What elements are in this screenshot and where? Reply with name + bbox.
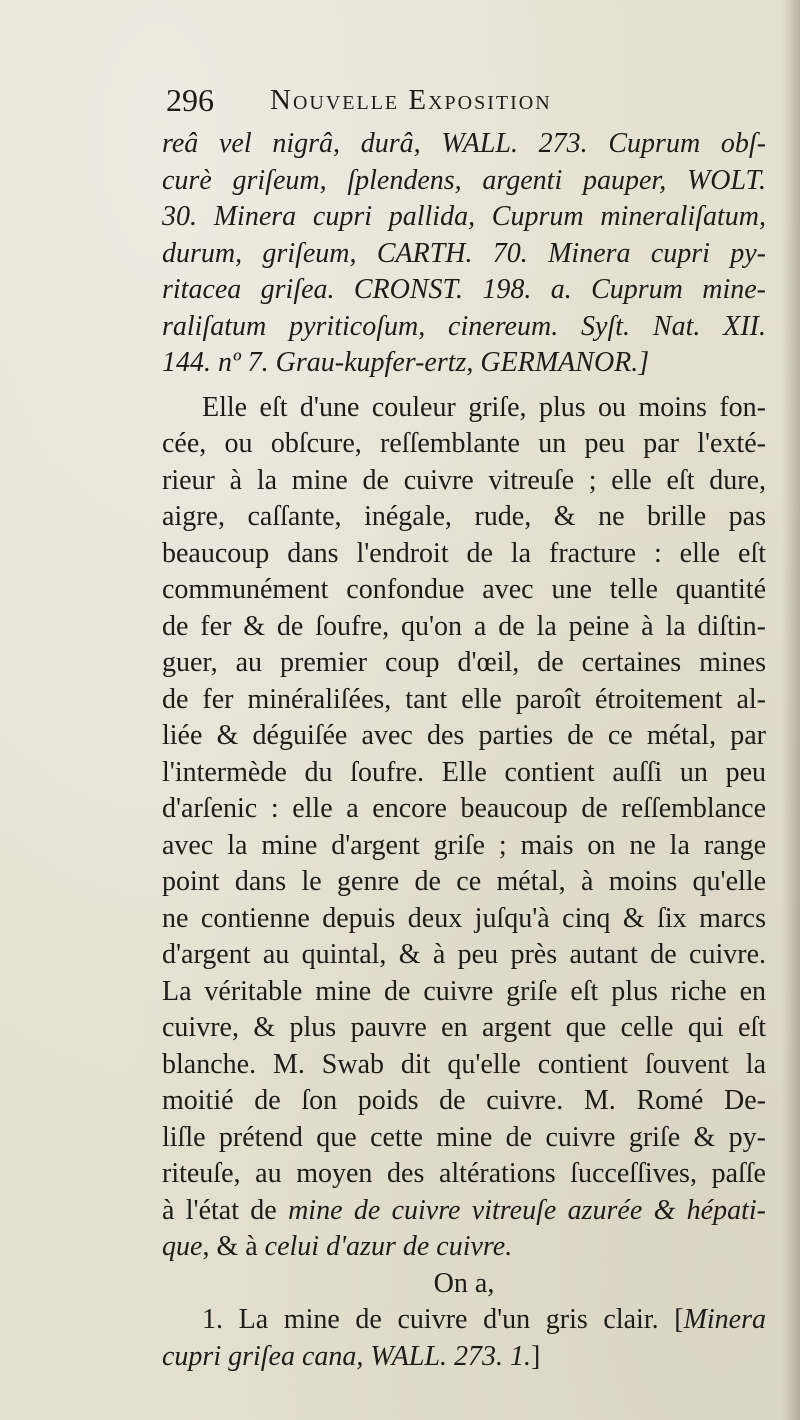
paragraph-line: guer, au premier coup d'œil, de certaines mines [162,647,766,678]
paragraph-line: cuivre, & plus pauvre en argent que celle qui eſt [162,1012,766,1043]
synonymy-line: 144. nº 7. Grau-kupfer-ertz, GERMANOR.] [162,347,650,378]
list-item-text: 1. La mine de cuivre d'un gris clair. [ [202,1304,684,1335]
paragraph-italic-text: que [162,1231,203,1262]
paragraph-text: , & à [202,1231,265,1262]
list-item-line [162,1339,766,1376]
synonymy-line: durum, griſeum, CARTH. 70. Minera cupri py- [162,237,766,269]
paragraph [162,390,766,1266]
running-head: Nouvelle Exposition [270,84,552,116]
paragraph-line [162,1229,766,1266]
paragraph-line: d'arſenic : elle a encore beaucoup de reſſemblance [162,793,766,824]
list-item-italic-text: Minera [683,1304,766,1335]
paragraph-line: cée, ou obſcure, reſſemblante un peu par l'exté- [162,428,766,459]
paragraph-line: aigre, caſſante, inégale, rude, & ne brille pas [162,501,766,532]
list-item-text: ] [531,1340,541,1372]
paragraph-line: l'intermède du ſoufre. Elle contient auſſi un peu [162,756,766,788]
paragraph-line: Elle eſt d'une couleur griſe, plus ou moins fon- [202,391,766,423]
list-item-line [162,1302,766,1339]
page-body [162,126,766,1375]
page-header [166,80,766,120]
paragraph-line: beaucoup dans l'endroit de la fracture : elle eſt [162,537,766,569]
paragraph-line: liſle prétend que cette mine de cuivre griſe & py- [162,1121,766,1153]
synonymy-line: raliſatum pyriticoſum, cinereum. Syſt. Nat. XII. [162,310,766,342]
paragraph-line: communément confondue avec une telle quantité [162,574,766,605]
page-number: 296 [166,82,214,118]
synonymy-line: 30. Minera cupri pallida, Cuprum mineraliſatum, [162,201,766,232]
paragraph-line: blanche. M. Swab dit qu'elle contient ſouvent la [162,1048,766,1080]
paragraph-line: d'argent au quintal, & à peu près autant de cuivre. [162,939,766,970]
page-edge-shadow [782,0,800,1420]
paragraph-line: avec la mine d'argent griſe ; mais on ne la range [162,829,766,861]
paragraph-text: à l'état de [162,1194,289,1226]
list-item-italic-text: cupri griſea cana, WALL. 273. 1. [162,1340,532,1372]
paragraph-line [162,1193,766,1230]
paragraph-line: moitié de ſon poids de cuivre. M. Romé De- [162,1085,766,1116]
paragraph-line: point dans le genre de ce métal, à moins qu'elle [162,866,766,897]
synonymy-line: curè griſeum, ſplendens, argenti pauper, WOLT. [162,164,766,196]
paragraph-line: ne contienne depuis deux juſqu'à cinq & ſix marcs [162,902,766,934]
list-item [162,1302,766,1375]
paragraph-line: riteuſe, au moyen des altérations ſucceſſives, paſſe [162,1158,766,1189]
synonymy-block [162,126,766,382]
paragraph-line: liée & déguiſée avec des parties de ce métal, par [162,720,766,751]
paragraph-line: La véritable mine de cuivre griſe eſt plus riche en [162,975,766,1007]
synonymy-line: reâ vel nigrâ, durâ, WALL. 273. Cuprum obſ- [162,128,766,159]
paragraph-italic-text: celui d'azur de cuivre. [264,1231,513,1262]
paragraph-line: de fer minéraliſées, tant elle paroît étroitement al- [162,683,766,715]
section-heading: On a, [433,1267,495,1299]
paragraph-line: rieur à la mine de cuivre vitreuſe ; elle eſt dure, [162,464,766,496]
paragraph-italic-text: mine de cuivre vitreuſe azurée & hépati- [288,1194,766,1226]
synonymy-line: ritacea griſea. CRONST. 198. a. Cuprum mine- [162,274,766,305]
paragraph-line: de fer & de ſoufre, qu'on a de la peine à la diſtin- [162,610,766,642]
